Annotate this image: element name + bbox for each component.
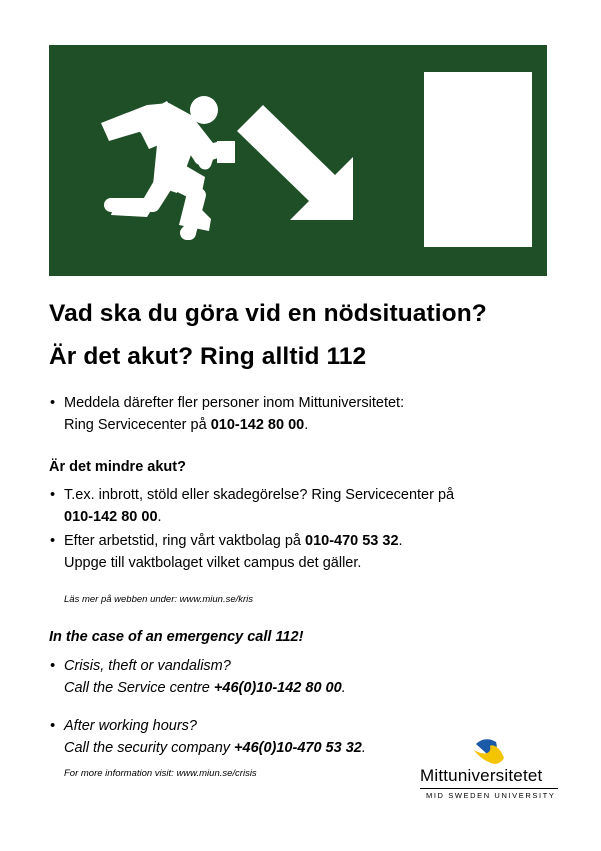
bullet-icon: • [50,658,56,674]
bullet-icon: • [50,487,56,503]
punctuation: . [304,417,309,433]
item-text: Meddela därefter fler personer inom Mittuniversitetet: [64,395,405,411]
phone-number: 010-142 80 00 [64,509,158,525]
item-text: Uppge till vaktbolaget vilket campus det gäller. [64,555,362,571]
phone-number: 010-142 80 00 [210,417,305,433]
bullet-icon: • [50,395,56,411]
logo-subtitle: MID SWEDEN UNIVERSITY [426,791,556,800]
emergency-call-heading: Är det akut? Ring alltid 112 [49,343,367,370]
phone-number: +46(0)10-470 53 32 [234,740,362,756]
section-heading: Är det mindre akut? [49,459,186,475]
logo-mark-icon [420,736,560,766]
more-info-link: Läs mer på webben under: www.miun.se/kris [64,594,254,605]
item-text: Crisis, theft or vandalism? [64,658,231,674]
item-text: Ring Servicecenter på [64,417,211,433]
punctuation: . [398,533,403,549]
phone-number: 010-470 53 32 [305,533,399,549]
logo-wordmark: Mittuniversitetet [420,766,543,785]
bullet-icon: • [50,533,56,549]
diagonal-arrow-icon [237,105,353,220]
exit-door-icon [424,72,532,247]
item-text: Call the Service centre [64,680,214,696]
page-title: Vad ska du göra vid en nödsituation? [49,300,487,327]
item-text: T.ex. inbrott, stöld eller skadegörelse? Ring Servicecenter på [64,487,455,503]
more-info-link: For more information visit: www.miun.se/crisis [64,768,257,779]
item-text: Call the security company [64,740,235,756]
bullet-icon: • [50,718,56,734]
exit-sign-graphic [49,45,547,276]
punctuation: . [157,509,162,525]
punctuation: . [361,740,366,756]
punctuation: . [341,680,346,696]
english-heading: In the case of an emergency call 112! [49,629,304,645]
item-text: Efter arbetstid, ring vårt vaktbolag på [64,533,305,549]
emergency-exit-sign [49,45,547,276]
item-text: After working hours? [64,718,197,734]
university-logo [420,736,560,806]
runner-silhouette [101,103,235,231]
logo-divider [420,788,558,789]
phone-number: +46(0)10-142 80 00 [213,680,342,696]
